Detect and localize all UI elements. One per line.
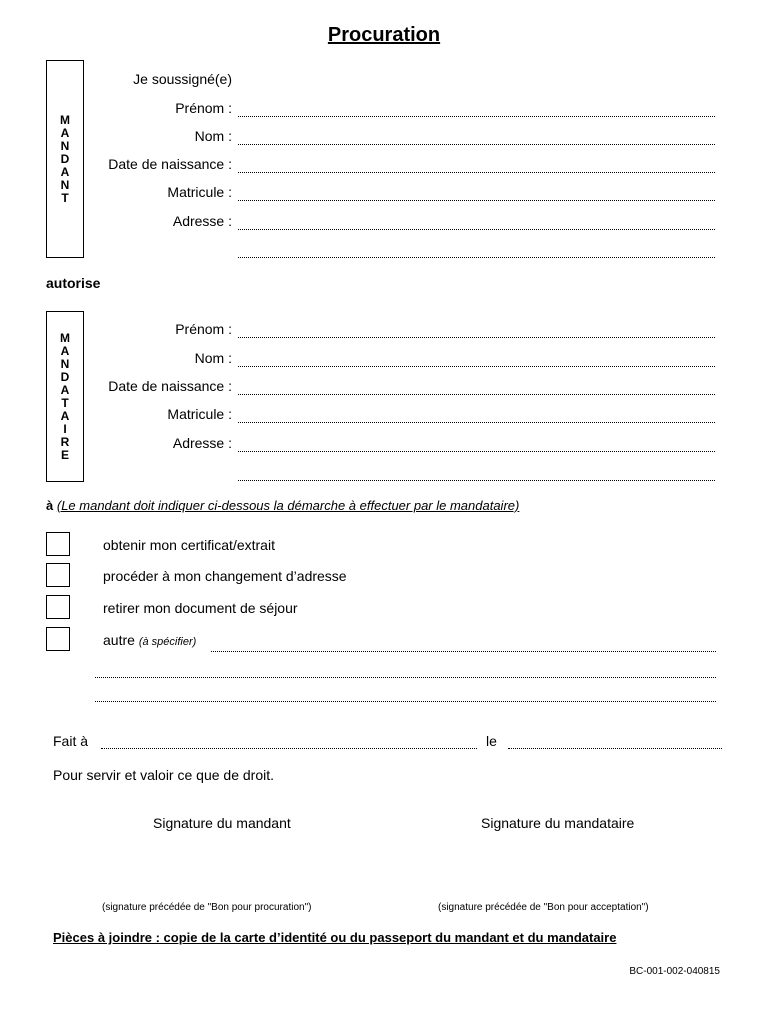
document-reference: BC-001-002-040815 [629,966,720,977]
mandataire-prenom-label: Prénom : [175,321,232,337]
mandataire-letter: N [60,356,70,371]
mandant-letter: A [60,125,70,140]
mandataire-letter: A [60,343,70,358]
mandataire-letter: A [60,382,70,397]
mandataire-letter: A [60,408,70,423]
pieces-a-joindre: Pièces à joindre : copie de la carte d’identité ou du passeport du mandant et du mandataire [53,930,617,945]
option-autre-field[interactable] [211,651,716,652]
mandant-adresse-field[interactable] [238,229,715,230]
mandataire-letter: T [61,395,69,410]
mandant-letter: A [60,164,70,179]
autorise-label: autorise [46,275,101,291]
mandant-adresse-field-2[interactable] [238,257,715,258]
mandataire-matricule-field[interactable] [238,422,715,423]
demarche-line [46,498,519,513]
mandant-prenom-field[interactable] [238,116,715,117]
option-autre-field-3[interactable] [95,701,716,702]
date-field[interactable] [508,748,722,749]
mandant-letter: M [60,112,70,127]
option-certificat-checkbox[interactable] [46,532,70,556]
mandataire-nom-label: Nom : [194,350,232,366]
mandataire-letter: M [60,330,70,345]
signature-mandataire-note: (signature précédée de "Bon pour acceptation") [438,902,649,913]
option-autre-note: (à spécifier) [138,636,197,648]
signature-mandant-label: Signature du mandant [153,815,291,831]
mandataire-naissance-field[interactable] [238,394,715,395]
mandataire-letter: E [60,447,69,462]
option-certificat-label: obtenir mon certificat/extrait [103,537,275,553]
mandataire-letter: R [60,434,70,449]
mandant-letter: D [60,151,70,166]
fait-a-label: Fait à [53,733,89,749]
mandant-letter: T [61,190,69,205]
signature-mandataire-label: Signature du mandataire [481,815,635,831]
mandant-letter: N [60,138,70,153]
servir-text: Pour servir et valoir ce que de droit. [53,767,274,783]
option-autre-label [103,632,196,648]
mandant-naissance-field[interactable] [238,172,715,173]
option-sejour-checkbox[interactable] [46,595,70,619]
mandataire-letter: D [60,369,70,384]
mandant-prenom-label: Prénom : [175,100,232,116]
signature-mandant-note: (signature précédée de "Bon pour procuration") [102,902,312,913]
demarche-instruction: (Le mandant doit indiquer ci-dessous la démarche à effectuer par le mandataire) [56,498,520,513]
mandataire-adresse-field[interactable] [238,451,715,452]
mandant-adresse-label: Adresse : [172,213,232,229]
page-title: Procuration [327,24,441,46]
mandant-naissance-label: Date de naissance : [108,156,232,172]
option-autre-checkbox[interactable] [46,627,70,651]
option-sejour-label: retirer mon document de séjour [103,600,298,616]
mandataire-adresse-field-2[interactable] [238,480,715,481]
option-adresse-label: procéder à mon changement d’adresse [103,568,347,584]
option-autre-field-2[interactable] [95,677,716,678]
mandataire-naissance-label: Date de naissance : [108,378,232,394]
demarche-prefix: à [46,498,54,513]
fait-a-field[interactable] [101,748,477,749]
mandant-matricule-field[interactable] [238,200,715,201]
mandant-nom-label: Nom : [194,128,232,144]
mandataire-nom-field[interactable] [238,366,715,367]
mandataire-prenom-field[interactable] [238,337,715,338]
option-autre-text: autre [103,632,135,648]
mandataire-adresse-label: Adresse : [172,435,232,451]
mandataire-letter: I [63,421,67,436]
option-adresse-checkbox[interactable] [46,563,70,587]
date-label: le [486,733,497,749]
mandant-letter: N [60,177,70,192]
mandant-matricule-label: Matricule : [167,184,232,200]
mandant-nom-field[interactable] [238,144,715,145]
mandataire-matricule-label: Matricule : [167,406,232,422]
mandant-intro: Je soussigné(e) [133,71,232,87]
